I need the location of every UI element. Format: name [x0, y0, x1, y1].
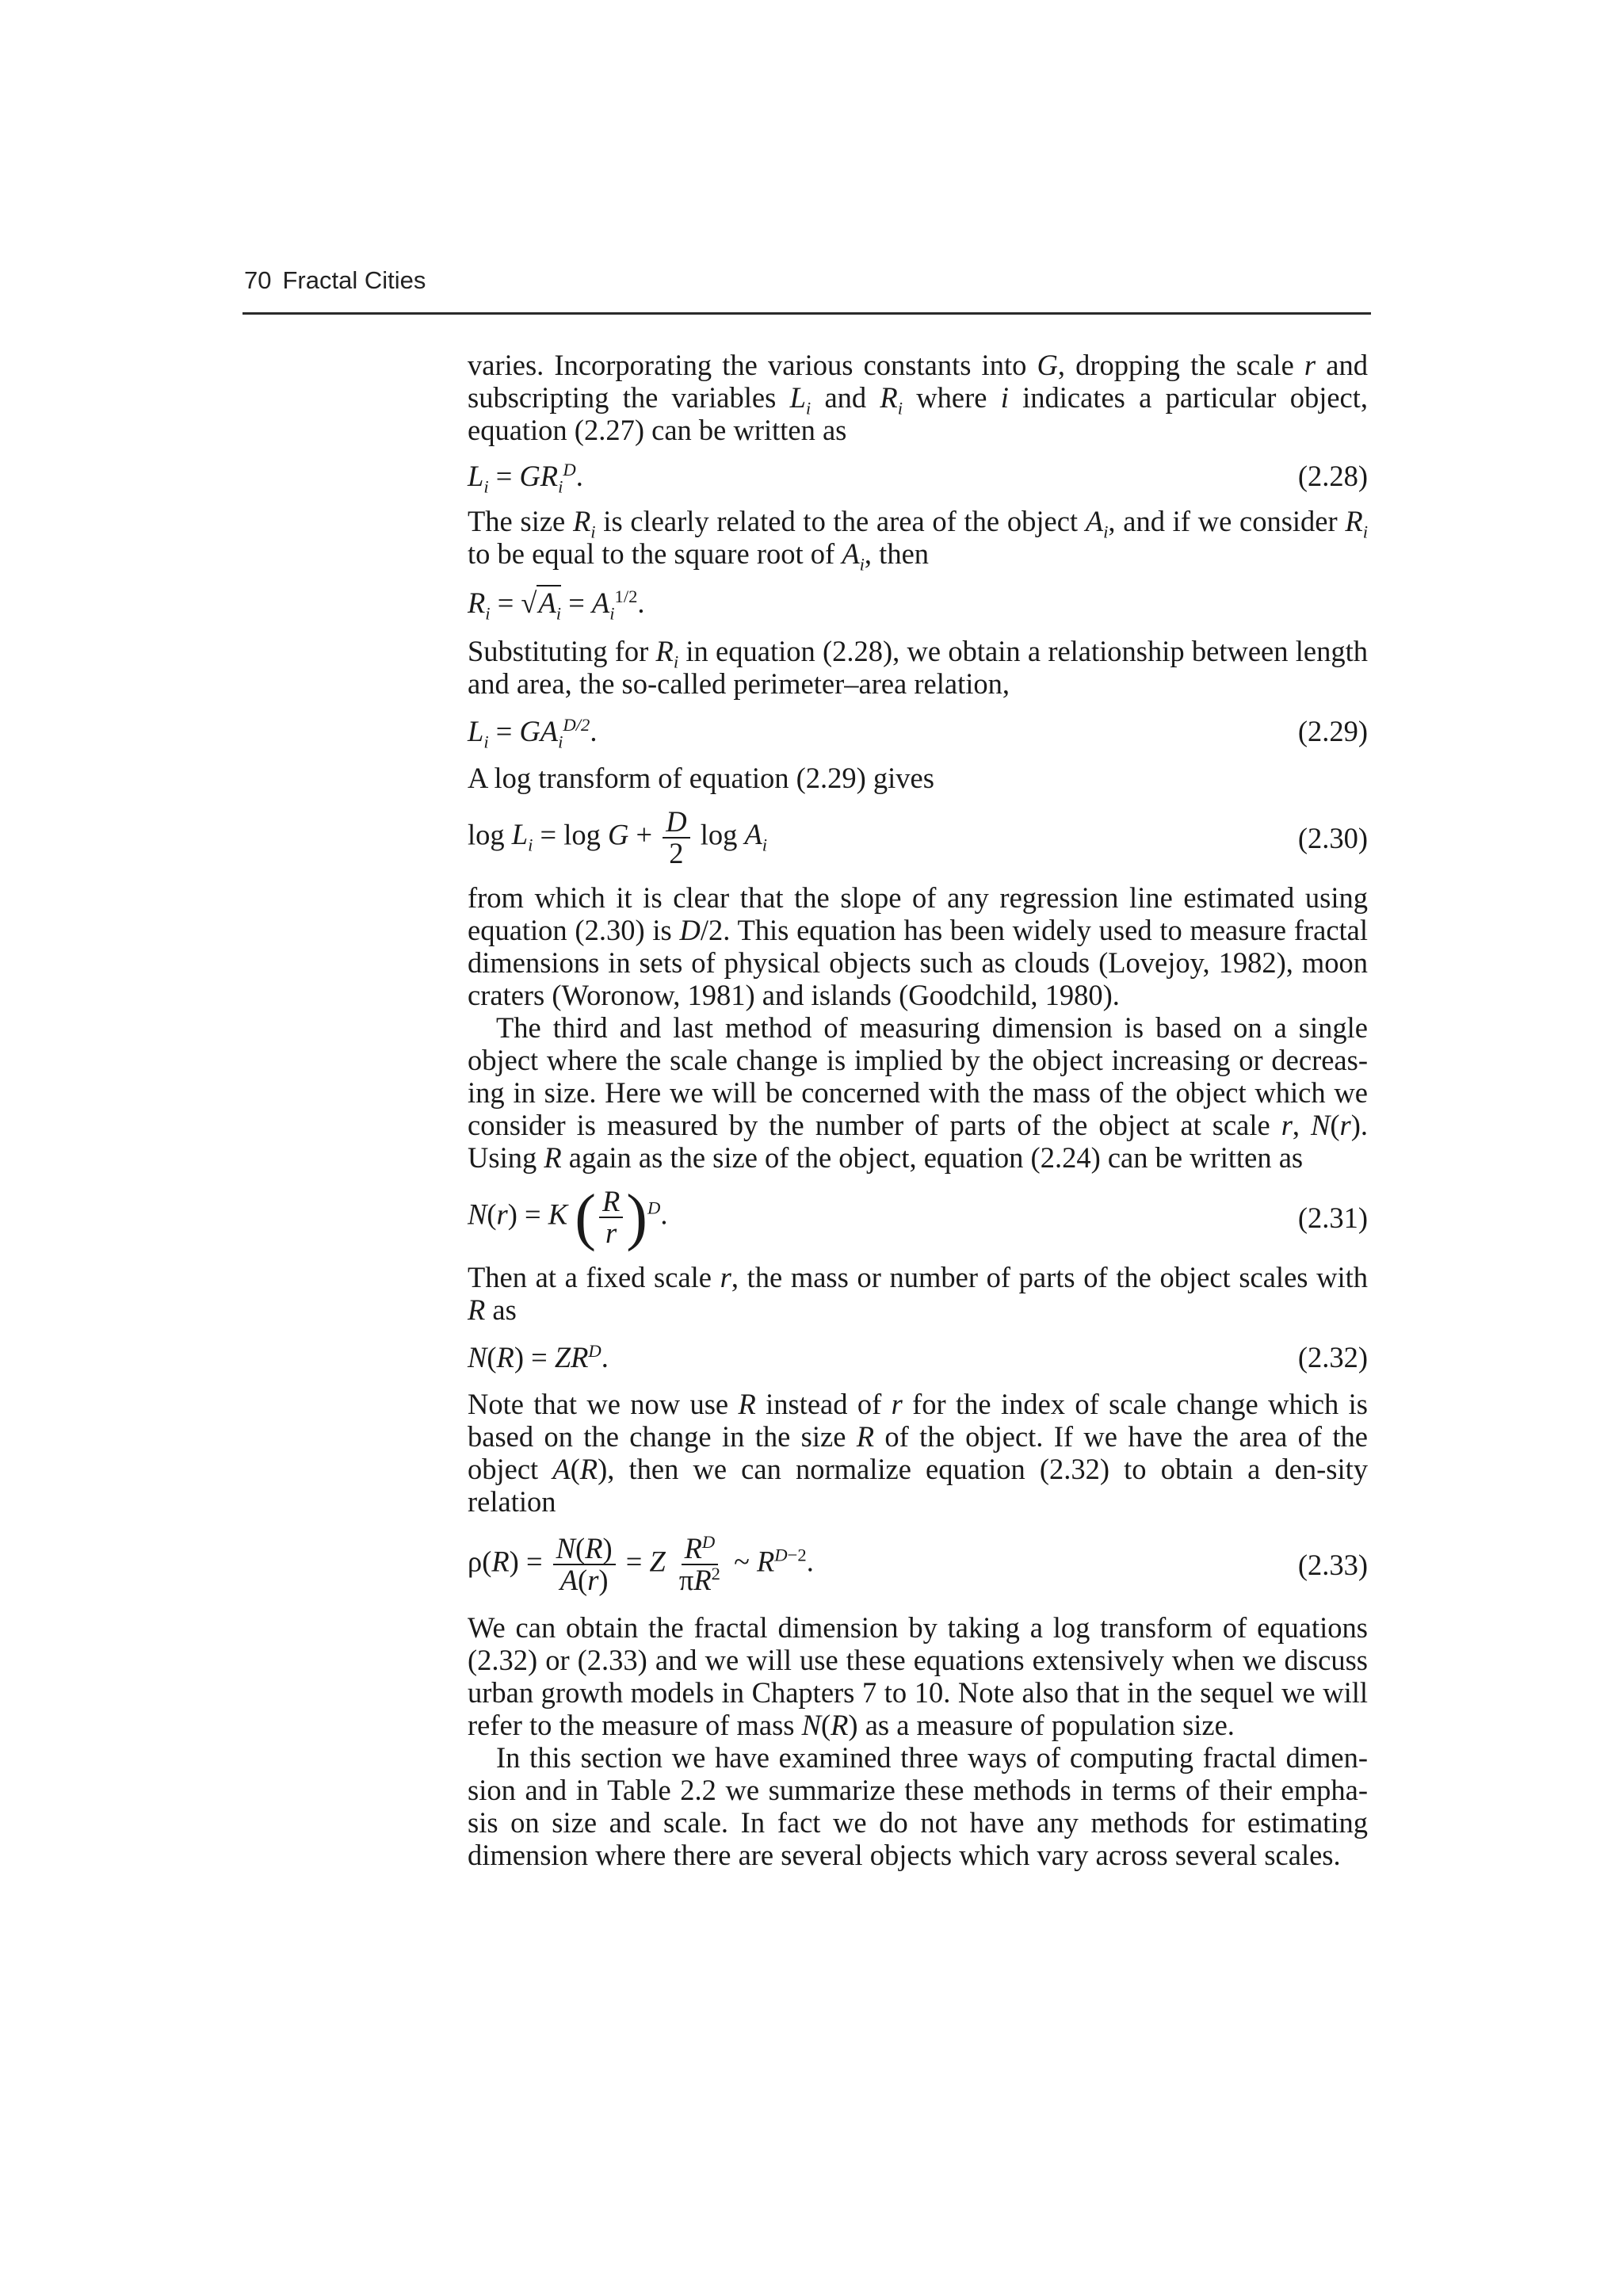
paragraph-9: We can obtain the fractal dimension by taking a log transform of equations (2.32) or (2.33) and we will use these equations extensively when we discuss urban growth models in Chapters 7 to 10. Note also that in the sequel we will refer to the measure of mass N(R) as a measure of population size. — [468, 1611, 1368, 1741]
equation-2-30 — [468, 794, 1368, 881]
header-rule — [242, 312, 1371, 315]
paragraph-6: The third and last method of measuring dimension is based on a single object where the scale change is implied by the object increasing or decreas-ing in size. Here we will be concerned with the mass of the object which we consider is measured by the number of parts of the object at scale r, N(r). Using R again as the size of the object, equation (2.24) can be written as — [468, 1011, 1369, 1174]
equation-2-32 — [468, 1326, 1368, 1388]
page-body — [468, 349, 1368, 1871]
paragraph-5: from which it is clear that the slope of any regression line estimated using equation (2.30) is D/2. This equation has been widely used to measure fractal dimensions in sets of physical objects such as clouds (Lovejoy, 1982), moon craters (Woronow, 1981) and islands (Goodchild, 1980). — [468, 881, 1368, 1011]
equation-sqrt-formula: $R_i = √A_i = A_i^{1/2}$. — [468, 586, 645, 623]
paragraph-1: varies. Incorporating the various constants into G, dropping the scale r and subscripting the variables $L_i$ and $R_i$ where i indicates a particular object, equation (2.27) can be written as — [468, 349, 1369, 446]
equation-2-31-formula: N(r) = K ( $\frac{R}{r}$ )$^D$. — [468, 1181, 668, 1252]
page-number: 70 — [244, 266, 272, 294]
paragraph-7: Then at a fixed scale r, the mass or number of parts of the object scales with R as — [468, 1261, 1368, 1326]
paragraph-2: The size $R_i$ is clearly related to the area of the object $A_i$, and if we consider $R_i$ to be equal to the square root of $A_i$, then — [468, 505, 1368, 575]
equation-2-30-formula: $\log L_i = \log G$ + $\frac{D}{2}$ $\log A_i$ — [468, 804, 768, 869]
equation-number: (2.31) — [1297, 1201, 1368, 1234]
equation-sqrt — [468, 570, 1368, 635]
equation-number: (2.28) — [1297, 459, 1368, 492]
paragraph-3: Substituting for $R_i$ in equation (2.28), we obtain a relationship between length and area, the so-called perimeter–area relation, — [468, 635, 1368, 700]
equation-2-31 — [468, 1174, 1368, 1261]
equation-number: (2.29) — [1297, 714, 1368, 747]
equation-number: (2.30) — [1297, 821, 1368, 854]
equation-number: (2.32) — [1297, 1340, 1368, 1373]
equation-2-28-formula: $L_i = GR_i^D$. — [468, 459, 583, 496]
paragraph-8: Note that we now use R instead of r for the index of scale change which is based on the change in the size R of the object. If we have the area of the object A(R), then we can normalize equation (2.32) to obtain a den-sity relation — [468, 1388, 1368, 1518]
equation-2-32-formula: $N(R) = ZR^D$. — [468, 1340, 609, 1373]
running-header — [244, 266, 426, 295]
equation-2-29-formula: $L_i = GA_i^{D/2}$. — [468, 714, 598, 751]
paragraph-4: A log transform of equation (2.29) gives — [468, 762, 934, 794]
equation-2-28 — [468, 446, 1368, 505]
equation-2-33 — [468, 1518, 1368, 1611]
running-title: Fractal Cities — [282, 266, 426, 294]
equation-2-33-formula: ρ(R) = $\frac{N(R)}{A(r)}$ = Z $\frac{R^D}{\pi R^2}$ ~ $R^{D-2}$. — [468, 1531, 814, 1596]
paragraph-10: In this section we have examined three ways of computing fractal dimen-sion and in Table 2.2 we summarize these methods in terms of their empha-sis on size and scale. In fact we do not have any methods for estimating dimension where there are several objects which vary across several scales. — [468, 1741, 1368, 1871]
equation-2-29 — [468, 700, 1368, 762]
equation-number: (2.33) — [1297, 1548, 1368, 1581]
